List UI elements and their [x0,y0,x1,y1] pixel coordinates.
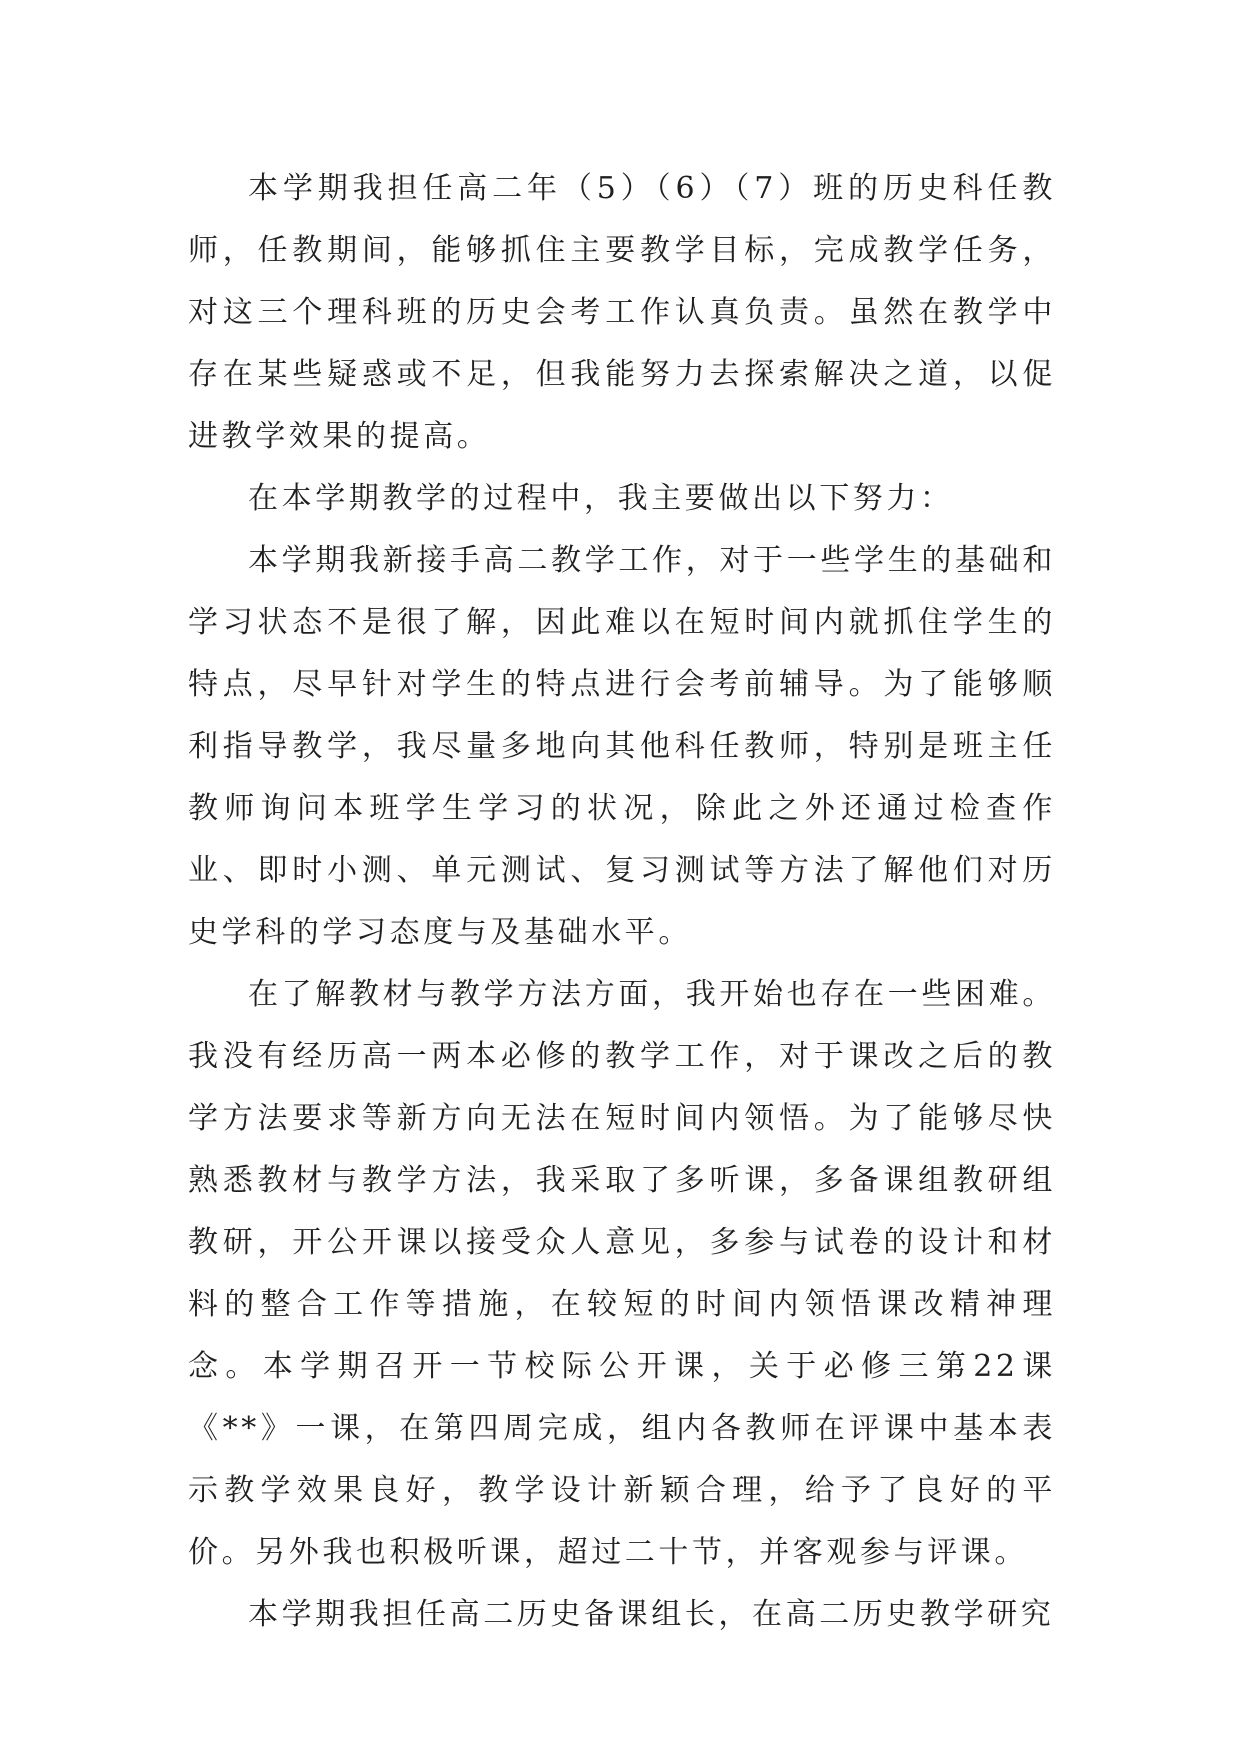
paragraph-3: 本学期我新接手高二教学工作，对于一些学生的基础和学习状态不是很了解，因此难以在短时间内就抓住学生的特点，尽早针对学生的特点进行会考前辅导。为了能够顺利指导教学，我尽量多地向其他科任教师，特别是班主任教师询问本班学生学习的状况，除此之外还通过检查作业、即时小测、单元测试、复习测试等方法了解他们对历史学科的学习态度与及基础水平。 [188,543,1056,950]
document-body [188,158,1056,1646]
paragraph-5: 本学期我担任高二历史备课组长，在高二历史教学研究 [248,1597,1055,1632]
paragraph-2: 在本学期教学的过程中，我主要做出以下努力： [248,481,954,516]
paragraph-4: 在了解教材与教学方法方面，我开始也存在一些困难。我没有经历高一两本必修的教学工作，对于课改之后的教学方法要求等新方向无法在短时间内领悟。为了能够尽快熟悉教材与教学方法，我采取了多听课，多备课组教研组教研，开公开课以接受众人意见，多参与试卷的设计和材料的整合工作等措施，在较短的时间内领悟课改精神理念。本学期召开一节校际公开课，关于必修三第22课《**》一课，在第四周完成，组内各教师在评课中基本表示教学效果良好，教学设计新颖合理，给予了良好的平价。另外我也积极听课，超过二十节，并客观参与评课。 [188,977,1056,1570]
paragraph-1: 本学期我担任高二年（5）（6）（7）班的历史科任教师，任教期间，能够抓住主要教学目标，完成教学任务，对这三个理科班的历史会考工作认真负责。虽然在教学中存在某些疑惑或不足，但我能努力去探索解决之道，以促进教学效果的提高。 [188,171,1056,454]
